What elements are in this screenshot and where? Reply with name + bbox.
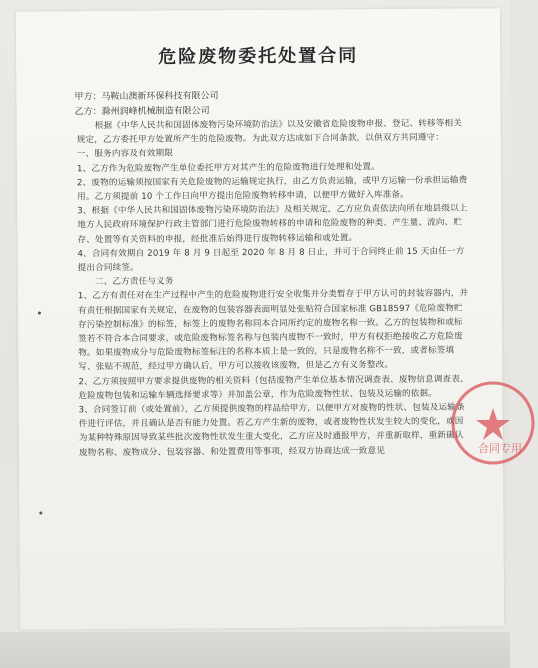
punch-hole-dot — [38, 312, 41, 315]
section-heading-1: 一、服务内容及有效期限 — [76, 149, 174, 160]
section2-item: 3、合同签订前（或处置前），乙方须提供废物的样品给甲方，以便甲方对废物的性状、包装及运输条件进行评估，并且确认是否有能力处置。若乙方产生新的废物，或者废物性状发生较大的变化，或因为某种特殊原因导致某些批次废物性状发生重大变化，乙方应及时通报甲方，并重新取样，重新确认废物名称、废物成分、包装容器、和处置费用等事项，经双方协商达成一致意见 — [78, 402, 465, 458]
intro-paragraph: 根据《中华人民共和国固体废物污染环境防治法》以及安徽省危险废物申报、登记、转移等相关规定，乙方委托甲方处置所产生的危险废物。为此双方达成如下合同条款，以供双方共同遵守： — [76, 118, 462, 146]
party-b: 乙方：滁州润峰机械制造有限公司 — [74, 106, 210, 118]
punch-hole-dot — [39, 512, 42, 515]
seal-text: 合同专用 — [478, 442, 522, 455]
bottom-shadow — [0, 632, 510, 668]
section2-item: 1、乙方有责任对在生产过程中产生的危险废物进行安全收集并分类暂存于甲方认可的封装容器内，并有责任根据国家有关规定，在废物的包装容器表面明显处张贴符合国家标准 GB18597《危险废物贮存污染控制标准》的标签，标签上的废物名称同本合同所约定的废物名称一致。乙方的包装物和或标签若不符合本合同要求，或危险废物标签名称与包装内废物不一致时，甲方有权拒绝接收乙方危险废物。如果废物成分与危险废物标签标注的名称本质上是一致的，只是废物名称不一致，或者标签填写、张贴不规范，经过甲方确认后，甲方可以接收该废物，但是乙方有义务整改。 — [77, 288, 469, 373]
section1-item: 2、废物的运输须按国家有关危险废物的运输规定执行，由乙方负责运输，或甲方运输一份承担运输费用。乙方须提前 10 个工作日向甲方提出危险废物转移申请，以便甲方做好入库准备。 — [77, 175, 468, 203]
contract-body — [77, 117, 471, 461]
company-seal-stamp — [448, 378, 538, 468]
document-title: 危险废物委托处置合同 — [158, 45, 359, 68]
section-heading-2: 二、乙方责任与义务 — [94, 276, 174, 288]
section1-item: 1、乙方作为危险废物产生单位委托甲方对其产生的危险废物进行处理和处置。 — [76, 161, 380, 174]
section1-item: 4、合同有效期自 2019 年 8 月 9 日起至 2020 年 8 月 8 日止，并可于合同终止前 15 天由任一方提出合同续签。 — [77, 246, 465, 274]
section1-item: 3、根据《中华人民共和国固体废物污染环境防治法》及相关规定，乙方应负责依法向所在地县级以上地方人民政府环境保护行政主管部门进行危险废物转移的申请和危险废物的种类、产生量、流向、贮存、处置等有关资料的申报，经批准后始得进行废物转移运输和或处置。 — [77, 203, 468, 245]
section2-item: 2、乙方须按照甲方要求提供废物的相关资料（包括废物产生单位基本情况调查表、废物信息调查表、危险废物包装和运输车辆选择要求等）并加盖公章，作为危险废物性状、包装及运输的依据。 — [78, 374, 469, 402]
contract-sheet — [16, 8, 504, 629]
party-a: 甲方：马鞍山澳新环保科技有限公司 — [74, 91, 219, 103]
